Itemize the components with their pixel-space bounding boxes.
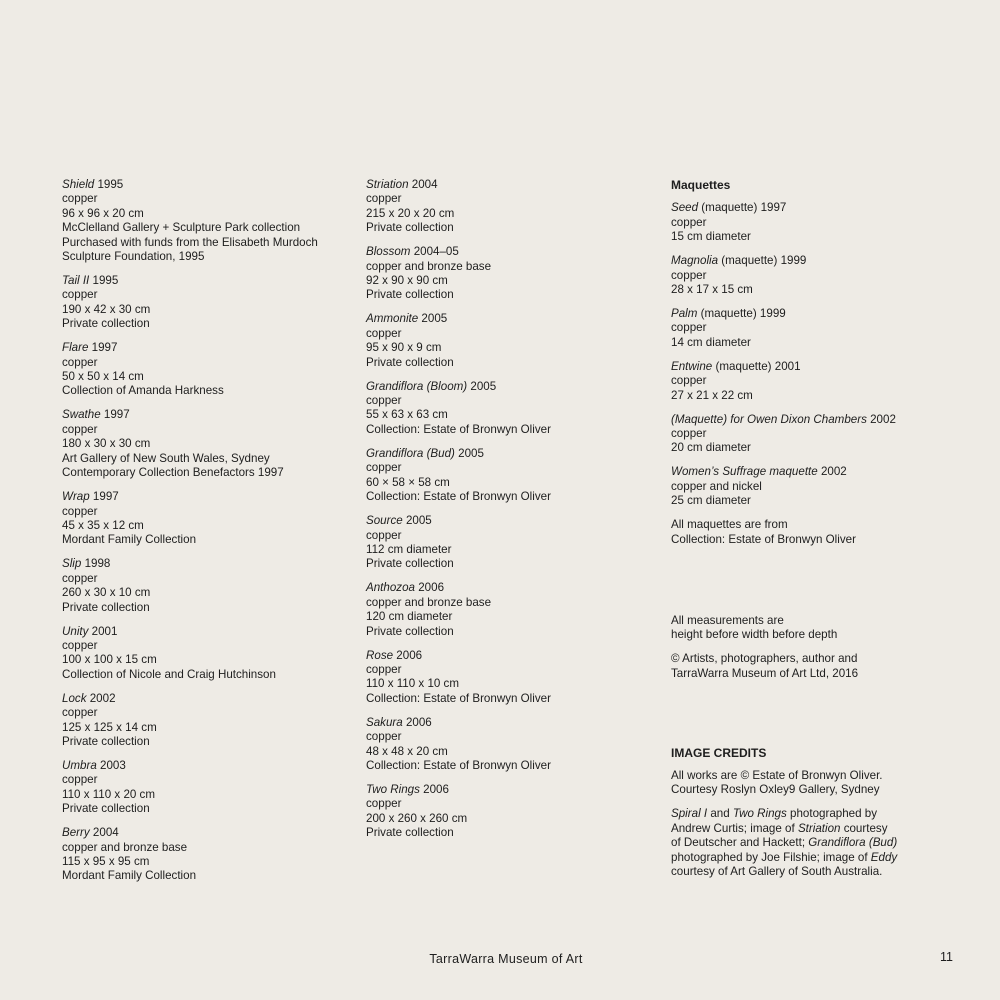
artwork-heading (671, 201, 971, 215)
artwork-year: (maquette) 2001 (712, 359, 801, 373)
artwork-entry (62, 408, 352, 480)
artwork-detail: copper (671, 321, 707, 335)
artwork-heading (62, 625, 352, 639)
artwork-detail: copper (671, 268, 707, 282)
artwork-detail: copper (62, 288, 98, 302)
artwork-detail: copper (62, 638, 98, 652)
artwork-detail: Private collection (366, 288, 454, 302)
artwork-entry (366, 716, 656, 774)
artwork-detail: 20 cm diameter (671, 441, 751, 455)
note-line: height before width before depth (671, 628, 838, 642)
artwork-title: Entwine (671, 359, 713, 373)
artwork-entry (366, 649, 656, 707)
artwork-heading (366, 178, 656, 192)
artwork-year: 2001 (88, 624, 118, 638)
artwork-detail: copper (671, 215, 707, 229)
artwork-detail: 110 x 110 x 10 cm (366, 677, 460, 691)
artwork-entry (671, 254, 971, 297)
artwork-entry (62, 490, 352, 548)
artwork-detail: 180 x 30 x 30 cm (62, 437, 151, 451)
artwork-detail: 110 x 110 x 20 cm (62, 787, 156, 801)
artwork-heading (671, 307, 971, 321)
work-title: Grandiflora (Bud) (808, 836, 898, 850)
artwork-title: Magnolia (671, 254, 719, 268)
artwork-detail: 25 cm diameter (671, 494, 751, 508)
artwork-detail: 190 x 42 x 30 cm (62, 302, 151, 316)
artwork-heading (62, 759, 352, 773)
artwork-heading (62, 557, 352, 571)
artwork-detail: copper (366, 192, 402, 206)
artwork-year: 2005 (467, 379, 497, 393)
artwork-detail: Private collection (366, 221, 454, 235)
artwork-heading (366, 447, 656, 461)
artwork-heading (62, 408, 352, 422)
artwork-title: Grandiflora (Bloom) (366, 379, 468, 393)
artwork-detail: Collection of Nicole and Craig Hutchinson (62, 667, 276, 681)
artwork-entry (62, 178, 352, 264)
maquette-list (671, 201, 971, 508)
artwork-title: Women’s Suffrage maquette (671, 465, 818, 479)
artwork-detail: copper (62, 355, 98, 369)
image-credits-heading: IMAGE CREDITS (671, 745, 767, 760)
artwork-entry (366, 245, 656, 303)
artwork-detail: 27 x 21 x 22 cm (671, 388, 753, 402)
artwork-detail: Collection: Estate of Bronwyn Oliver (366, 422, 551, 436)
artwork-year: 2002 (817, 465, 847, 479)
artwork-detail: copper (366, 662, 402, 676)
artwork-detail: 112 cm diameter (366, 542, 452, 556)
artwork-detail: McClelland Gallery + Sculpture Park collection (62, 221, 301, 235)
artwork-detail: copper (366, 326, 402, 340)
artwork-heading (62, 274, 352, 288)
note-line: All maquettes are from (671, 518, 788, 532)
artwork-detail: Purchased with funds from the Elisabeth Murdoch (62, 235, 318, 249)
artwork-detail: Contemporary Collection Benefactors 1997 (62, 466, 284, 480)
artwork-detail: copper and nickel (671, 479, 762, 493)
artwork-detail: 120 cm diameter (366, 610, 453, 624)
artwork-entry (671, 413, 971, 456)
credit-text: photographed by (786, 807, 878, 821)
artwork-title: Rose (366, 648, 394, 662)
artwork-detail: copper (62, 706, 98, 720)
artwork-detail: 115 x 95 x 95 cm (62, 855, 150, 868)
footer-museum-name: TarraWarra Museum of Art (429, 952, 583, 966)
artwork-entry (62, 274, 352, 332)
artwork-entry (366, 783, 656, 841)
artwork-entry (62, 759, 352, 817)
artwork-detail: Sculpture Foundation, 1995 (62, 250, 205, 264)
artwork-year: 1997 (100, 408, 130, 422)
credit-line: courtesy of Art Gallery of South Australia. (671, 864, 883, 878)
artwork-heading (366, 514, 656, 528)
artwork-detail: 100 x 100 x 15 cm (62, 653, 157, 667)
artwork-detail: copper and bronze base (62, 840, 188, 854)
artwork-title: Ammonite (366, 312, 419, 326)
artwork-detail: Collection: Estate of Bronwyn Oliver (366, 758, 551, 772)
photo-credits (671, 807, 971, 879)
artwork-heading (671, 465, 971, 479)
artwork-detail: copper (671, 427, 707, 441)
artwork-detail: 125 x 125 x 14 cm (62, 720, 157, 734)
artwork-year: 2005 (454, 446, 484, 460)
artwork-title: Anthozoa (366, 581, 415, 595)
artwork-detail: 50 x 50 x 14 cm (62, 370, 144, 384)
artwork-title: Tail II (62, 274, 90, 288)
artwork-detail: Private collection (62, 600, 150, 614)
artwork-entry (366, 178, 656, 236)
work-title: Striation (797, 821, 841, 835)
credit-intro-line: Courtesy Roslyn Oxley9 Gallery, Sydney (671, 783, 880, 797)
artwork-heading (62, 692, 352, 706)
artwork-entry (366, 380, 656, 438)
artwork-detail: 96 x 96 x 20 cm (62, 206, 144, 220)
artwork-year: 2005 (402, 514, 432, 528)
artwork-detail: 14 cm diameter (671, 335, 751, 349)
artwork-heading (671, 254, 971, 268)
artwork-entry (671, 360, 971, 403)
maquettes-and-credits-column (671, 178, 971, 889)
artwork-heading (62, 490, 352, 504)
artwork-heading (366, 581, 656, 595)
page-number: 11 (940, 950, 953, 964)
credit-text: photographed by Joe Filshie; image of (671, 850, 871, 864)
image-credits-intro (671, 769, 971, 798)
artwork-year: (maquette) 1997 (698, 201, 787, 215)
artwork-entry (366, 581, 656, 639)
artwork-heading (671, 360, 971, 374)
artwork-detail: copper (62, 192, 98, 206)
artwork-year: 2004–05 (410, 245, 459, 259)
artwork-detail: 60 × 58 × 58 cm (366, 475, 450, 489)
artwork-year: 1998 (81, 557, 111, 571)
artwork-entry (62, 692, 352, 750)
artwork-title: Unity (62, 624, 89, 638)
artwork-title: Sakura (366, 715, 403, 729)
credit-line (671, 807, 971, 821)
artwork-detail: copper (366, 461, 402, 475)
artwork-title: Striation (366, 178, 409, 191)
artwork-detail: Mordant Family Collection (62, 869, 197, 883)
works-column-1 (62, 178, 352, 893)
note-line: TarraWarra Museum of Art Ltd, 2016 (671, 666, 859, 680)
artwork-heading (62, 341, 352, 355)
artwork-entry (671, 465, 971, 508)
artwork-detail: 55 x 63 x 63 cm (366, 408, 448, 422)
note-line: Collection: Estate of Bronwyn Oliver (671, 532, 856, 546)
artwork-detail: copper (366, 730, 402, 744)
note-line: All measurements are (671, 613, 784, 627)
measurements-note (671, 614, 971, 643)
artwork-detail: copper and bronze base (366, 595, 492, 609)
artwork-year: 2006 (402, 715, 432, 729)
artwork-detail: copper (62, 504, 98, 518)
artwork-title: (Maquette) for Owen Dixon Chambers (671, 412, 867, 426)
artwork-detail: copper (366, 394, 402, 408)
credit-intro-line: All works are © Estate of Bronwyn Oliver. (671, 768, 883, 782)
artwork-year: 2004 (408, 178, 438, 191)
artwork-entry (62, 341, 352, 399)
artwork-entry (62, 625, 352, 683)
credit-line (671, 836, 971, 850)
artwork-detail: Art Gallery of New South Wales, Sydney (62, 451, 270, 465)
credit-line (671, 822, 971, 836)
artwork-detail: 48 x 48 x 20 cm (366, 744, 448, 758)
artwork-detail: Private collection (366, 826, 454, 840)
artwork-entry (62, 557, 352, 615)
artwork-heading (62, 178, 352, 192)
artwork-year: 1995 (94, 178, 124, 191)
artwork-entry (366, 312, 656, 370)
artwork-detail: Mordant Family Collection (62, 533, 197, 547)
work-title: Spiral I (671, 807, 708, 821)
artwork-heading (366, 312, 656, 326)
artwork-entry (62, 826, 352, 884)
artwork-title: Slip (62, 557, 82, 571)
artwork-detail: Private collection (366, 355, 454, 369)
credit-line (671, 851, 971, 865)
artwork-year: 2004 (89, 826, 119, 840)
credit-text: Andrew Curtis; image of (671, 821, 798, 835)
artwork-title: Palm (671, 307, 698, 321)
note-line: © Artists, photographers, author and (671, 652, 858, 666)
artwork-detail: copper (62, 571, 98, 585)
artwork-detail: 260 x 30 x 10 cm (62, 586, 151, 600)
artwork-detail: copper (671, 374, 707, 388)
artwork-title: Wrap (62, 490, 90, 504)
artwork-title: Source (366, 514, 403, 528)
artwork-detail: Collection: Estate of Bronwyn Oliver (366, 691, 551, 705)
artwork-year: 2005 (418, 312, 448, 326)
artwork-year: 2002 (866, 412, 896, 426)
artwork-title: Two Rings (366, 782, 420, 796)
artwork-year: 2003 (96, 758, 126, 772)
artwork-year: (maquette) 1999 (718, 254, 807, 268)
artwork-heading (366, 783, 656, 797)
work-title: Two Rings (732, 807, 787, 821)
artwork-title: Seed (671, 201, 699, 215)
artwork-detail: Private collection (62, 802, 150, 816)
artwork-detail: Private collection (62, 317, 150, 331)
credit-text: courtesy (840, 821, 888, 835)
artwork-detail: Collection: Estate of Bronwyn Oliver (366, 490, 551, 504)
artwork-title: Umbra (62, 758, 97, 772)
artwork-year: 2006 (415, 581, 445, 595)
artwork-title: Flare (62, 341, 89, 355)
artwork-detail: copper (62, 773, 98, 787)
copyright-note (671, 652, 971, 681)
works-column-2 (366, 178, 656, 850)
artwork-detail: 95 x 90 x 9 cm (366, 341, 442, 355)
maquettes-note (671, 518, 971, 547)
artwork-year: (maquette) 1999 (697, 307, 786, 321)
artwork-detail: 200 x 260 x 260 cm (366, 811, 468, 825)
artwork-heading (62, 826, 352, 840)
artwork-year: 1995 (89, 274, 119, 288)
artwork-detail: Private collection (366, 624, 454, 638)
artwork-detail: copper and bronze base (366, 259, 492, 273)
artwork-year: 1997 (88, 341, 118, 355)
artwork-title: Berry (62, 826, 90, 840)
artwork-title: Lock (62, 691, 87, 705)
artwork-detail: Collection of Amanda Harkness (62, 384, 224, 398)
artwork-heading (671, 413, 971, 427)
artwork-detail: copper (62, 422, 98, 436)
artwork-heading (366, 380, 656, 394)
artwork-heading (366, 649, 656, 663)
artwork-detail: 15 cm diameter (671, 230, 751, 244)
artwork-detail: Private collection (366, 557, 454, 571)
work-title: Eddy (870, 850, 898, 864)
artwork-year: 1997 (89, 490, 119, 504)
artwork-entry (671, 201, 971, 244)
artwork-detail: 45 x 35 x 12 cm (62, 518, 144, 532)
artwork-detail: 92 x 90 x 90 cm (366, 274, 448, 288)
artwork-title: Shield (62, 178, 95, 191)
artwork-detail: copper (366, 797, 402, 811)
artwork-detail: copper (366, 528, 402, 542)
artwork-heading (366, 245, 656, 259)
credit-text: and (707, 807, 733, 821)
artwork-year: 2002 (86, 691, 116, 705)
artwork-title: Blossom (366, 245, 411, 259)
artwork-entry (366, 447, 656, 505)
credit-text: of Deutscher and Hackett; (671, 836, 809, 850)
artwork-title: Grandiflora (Bud) (366, 446, 455, 460)
artwork-title: Swathe (62, 408, 101, 422)
artwork-detail: Private collection (62, 734, 150, 748)
artwork-entry (671, 307, 971, 350)
maquettes-heading: Maquettes (671, 178, 731, 192)
artwork-year: 2006 (419, 782, 449, 796)
artwork-detail: 28 x 17 x 15 cm (671, 283, 753, 297)
artwork-entry (366, 514, 656, 572)
artwork-detail: 215 x 20 x 20 cm (366, 206, 455, 220)
artwork-year: 2006 (393, 648, 423, 662)
artwork-heading (366, 716, 656, 730)
